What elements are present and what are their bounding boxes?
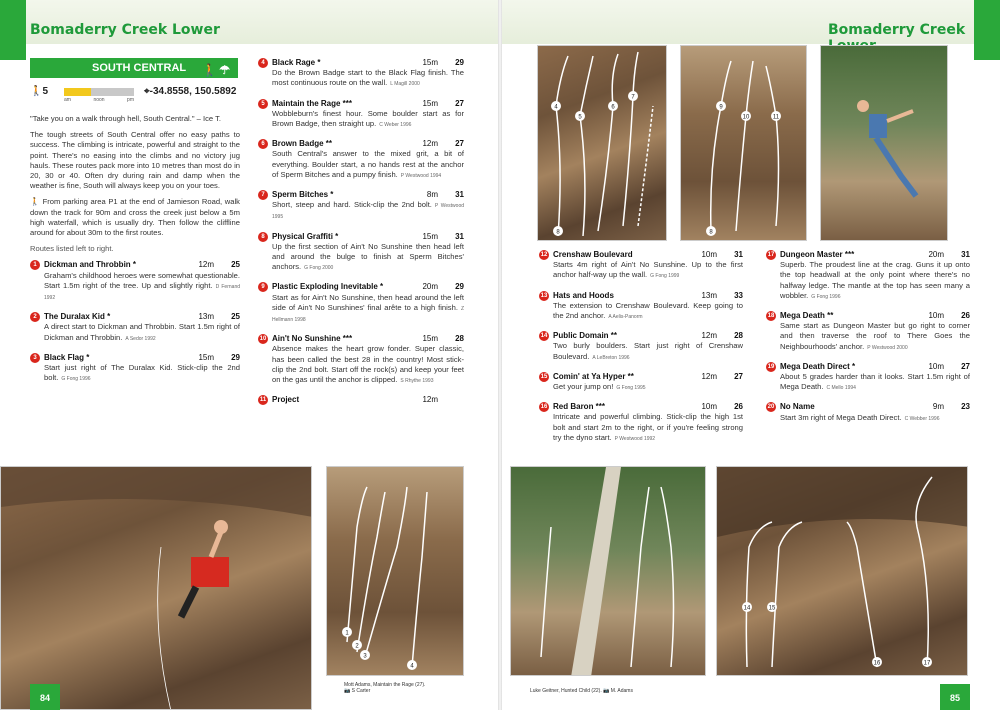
topo-marker — [716, 101, 726, 111]
sector-intro: The tough streets of South Central offer no easy paths to success. The climbing is intricate, powerful and straight to the point. There's no easing into the climbs and no victory jug hauls. These routes pack more into 10 metres than most do in 20, 30 or 40. Often dry during rain and damp when the weather is fine, South will always keep you on your toes. — [30, 130, 240, 191]
topo-marker — [771, 111, 781, 121]
svg-text:8: 8 — [709, 229, 713, 236]
route-length: 15m — [198, 352, 214, 362]
route-grade: 23 — [961, 402, 970, 412]
svg-text:4: 4 — [410, 663, 414, 670]
sun-pm: pm — [127, 97, 134, 103]
route-description: Start as for Ain't No Sunshine, then head around the left side of Ain't No Sunshines' final arête to a high finish. Z Hellmann 1998 — [272, 292, 464, 324]
route-grade: 25 — [231, 312, 240, 322]
sector-quote: "Take you on a walk through hell, South Central." – Ice T. — [30, 114, 221, 123]
route-name: Ain't No Sunshine *** — [272, 334, 353, 344]
svg-text:7: 7 — [631, 94, 635, 101]
page-gutter — [498, 0, 502, 710]
route-description: Two burly boulders. Start just right of Crenshaw Boulevard. A LeBreton 1996 — [553, 341, 743, 361]
route-description: Wobbleburn's finest hour. Some boulder start as for Brown Badge, then straight up. C Weber 1996 — [272, 108, 464, 129]
route-description: Start just right of The Duralax Kid. Stick-clip the 2nd bolt. G Fong 1996 — [44, 363, 240, 383]
route-number: 20 — [767, 404, 775, 411]
route-entry — [261, 282, 464, 325]
sector-banner — [30, 58, 238, 78]
svg-text:14: 14 — [743, 605, 751, 612]
route-entry — [540, 371, 743, 393]
route-length: 12m — [701, 371, 717, 381]
route-name: Crenshaw Boulevard — [553, 250, 633, 259]
route-length: 13m — [701, 290, 717, 300]
route-name: Black Rage * — [272, 58, 321, 67]
route-name: Black Flag * — [44, 352, 90, 362]
svg-text:1: 1 — [345, 630, 349, 637]
route-first-ascent: C Webber 1996 — [904, 415, 940, 422]
page-number-left: 84 — [30, 684, 60, 710]
sun-bar — [64, 88, 134, 96]
route-description: Superb. The proudest line at the crag. Guns it up onto the top headwall at the only point where there's no halfway ledge. The mantle at the top has seen many a wobbler. G Fong 1996 — [780, 260, 970, 300]
route-entry — [261, 98, 464, 131]
right-column-2 — [767, 250, 970, 433]
camera-icon: 📷 — [344, 688, 352, 694]
route-header — [44, 353, 240, 363]
svg-text:3: 3 — [363, 653, 367, 660]
route-length: 15m — [422, 98, 438, 108]
walk-minutes: 5 — [42, 86, 49, 97]
route-number: 10 — [259, 336, 267, 343]
routes-note: Routes listed left to right. — [30, 244, 114, 254]
route-header — [553, 372, 743, 382]
route-number: 11 — [259, 397, 267, 404]
route-entry — [767, 361, 970, 394]
route-number: 14 — [540, 333, 548, 340]
caption-left-text: Mott Adams, Maintain the Rage (27). — [344, 682, 426, 688]
route-number: 13 — [540, 292, 548, 299]
route-grade — [438, 395, 464, 405]
route-entry — [540, 402, 743, 444]
route-first-ascent: P Westwood 1994 — [400, 172, 442, 179]
credit-right: M. Adams — [610, 688, 633, 694]
route-header — [553, 402, 743, 412]
left-column-1 — [30, 114, 240, 393]
topo-photo-5 — [716, 466, 968, 676]
route-header — [780, 402, 970, 412]
route-entry — [33, 260, 240, 303]
route-entry — [767, 311, 970, 353]
page-number-right: 85 — [940, 684, 970, 710]
route-header — [272, 58, 464, 68]
svg-text:4: 4 — [554, 104, 558, 111]
route-length: 20m — [422, 282, 438, 292]
route-first-ascent: G Fong 1996 — [61, 376, 91, 383]
route-first-ascent: A LeBreton 1996 — [592, 354, 630, 361]
route-description: Start 3m right of Mega Death Direct. C Webber 1996 — [780, 412, 940, 422]
topo-marker — [741, 111, 751, 121]
route-number: 1 — [30, 260, 40, 270]
route-header — [272, 232, 464, 242]
route-entry — [767, 250, 970, 302]
route-entry — [261, 139, 464, 181]
route-description: Absence makes the heart grow fonder. Super classic, has been called the best 28 in the country! Most stick-clip the 2nd bolt. Start off the rock(s) and keep your feet on the gas until the anchor is clipped. S Rhythe 1993 — [272, 344, 464, 385]
route-name: No Name — [780, 402, 815, 412]
route-entry — [261, 231, 464, 274]
route-grade: 27 — [961, 361, 970, 371]
topo-photo-1 — [537, 45, 667, 241]
topo-marker — [575, 111, 585, 121]
route-length: 15m — [422, 58, 438, 67]
sun-labels — [64, 97, 134, 103]
route-description: A direct start to Dickman and Throbbin. Start 1.5m right of Dickman and Throbbin. A Sedor 1992 — [44, 322, 240, 342]
sector-meta — [30, 84, 240, 102]
route-first-ascent: P Westwood 2000 — [867, 344, 908, 351]
family-umbrella-icon: 🚶☂ — [202, 63, 232, 77]
route-entry — [540, 290, 743, 323]
route-entry — [767, 402, 970, 423]
topo-marker — [352, 640, 362, 650]
route-header — [44, 260, 240, 270]
route-description: Same start as Dungeon Master but go right to corner and then traverse the roof to There Goes the Neighbourhoods' anchor. P Westwood 2000 — [780, 321, 970, 351]
route-entry — [261, 58, 464, 90]
route-entry — [261, 190, 465, 223]
svg-text:15: 15 — [768, 605, 776, 612]
route-header — [272, 190, 464, 200]
svg-text:9: 9 — [719, 104, 723, 111]
route-length: 13m — [198, 312, 214, 322]
route-grade: 31 — [734, 250, 743, 259]
topo-marker — [551, 101, 561, 111]
route-grade: 31 — [961, 250, 970, 259]
route-grade: 33 — [734, 290, 743, 300]
route-grade: 27 — [734, 371, 743, 381]
route-header — [272, 139, 464, 149]
route-grade: 31 — [455, 190, 464, 200]
svg-text:16: 16 — [873, 660, 881, 667]
route-entry — [540, 331, 743, 363]
route-name: Project — [272, 395, 300, 405]
route-first-ascent: S Rhythe 1993 — [400, 378, 434, 385]
svg-text:10: 10 — [742, 114, 750, 121]
route-number: 15 — [540, 373, 548, 380]
left-column-2 — [259, 58, 465, 414]
route-first-ascent: D Fernand 1992 — [44, 283, 240, 302]
route-list-left-2 — [259, 58, 465, 405]
route-entry — [33, 312, 240, 344]
route-length: 12m — [422, 139, 438, 149]
route-grade: 31 — [455, 231, 464, 241]
route-name: Red Baron *** — [553, 402, 606, 412]
route-first-ascent: G Fong 1996 — [811, 293, 841, 300]
route-entry — [33, 352, 240, 385]
svg-text:5: 5 — [578, 114, 582, 121]
route-first-ascent: Z Hellmann 1998 — [272, 305, 464, 324]
caption-left — [344, 682, 464, 694]
topo-marker — [922, 657, 932, 667]
route-grade: 28 — [455, 334, 464, 344]
route-grade: 29 — [455, 58, 464, 67]
route-length: 9m — [932, 402, 944, 412]
route-length: 12m — [701, 331, 717, 341]
topo-marker — [342, 627, 352, 637]
route-list-right-2 — [767, 250, 970, 424]
route-header — [272, 334, 464, 344]
route-length: 10m — [928, 361, 944, 371]
route-grade: 27 — [455, 98, 464, 108]
svg-text:8: 8 — [556, 229, 560, 236]
route-first-ascent: G Fong 1999 — [650, 273, 680, 280]
topo-lines-2 — [681, 46, 807, 241]
route-description: Starts 4m right of Ain't No Sunshine. Up to the first anchor half-way up the wall. G Fong 1999 — [553, 260, 743, 280]
sun-fill — [64, 88, 91, 96]
route-description: About 5 grades harder than it looks. Start 1.5m right of Mega Death. C Mello 1994 — [780, 372, 970, 392]
route-header — [44, 312, 240, 322]
walker-icon: 🚶 — [30, 197, 43, 207]
route-length: 20m — [928, 250, 944, 259]
topo-lines-5 — [717, 467, 968, 676]
route-name: Plastic Exploding Inevitable * — [272, 282, 384, 292]
climber-photo-2 — [0, 466, 312, 710]
route-first-ascent: C Weber 1996 — [379, 122, 412, 129]
svg-text:2: 2 — [355, 643, 359, 650]
topo-marker — [407, 660, 417, 670]
route-first-ascent: P Westwood 1995 — [272, 203, 465, 221]
route-entry — [540, 250, 743, 282]
route-grade: 29 — [455, 282, 464, 292]
topo-lines-4 — [511, 467, 706, 676]
caption-right — [530, 688, 730, 694]
route-list-left-1 — [30, 260, 240, 384]
right-page-title: Bomaderry Creek — [828, 22, 966, 38]
route-name: Brown Badge ** — [272, 139, 333, 149]
route-grade: 29 — [231, 352, 240, 362]
route-description: Graham's childhood heroes were somewhat questionable. Start 1.5m right of the tree. Up and slightly right. D Fernand 1992 — [44, 270, 240, 302]
route-length: 12m — [422, 395, 438, 405]
camera-icon: 📷 — [603, 688, 611, 694]
route-description: Do the Brown Badge start to the Black Flag finish. The most continuous route on the wall. L Magill 2000 — [272, 68, 464, 88]
route-name: Physical Graffiti * — [272, 231, 339, 241]
route-header — [553, 250, 743, 260]
route-number: 9 — [258, 282, 268, 292]
topo-marker — [706, 226, 716, 236]
topo-marker — [360, 650, 370, 660]
route-header — [272, 395, 464, 405]
topo-marker — [608, 101, 618, 111]
route-header — [553, 331, 743, 341]
svg-text:17: 17 — [923, 660, 931, 667]
topo-photo-2 — [680, 45, 807, 241]
climber-figure-2 — [1, 467, 312, 710]
sun-noon: noon — [93, 97, 105, 103]
route-name: The Duralax Kid * — [44, 312, 111, 322]
topo-lines-3 — [327, 467, 464, 676]
route-number: 8 — [258, 232, 268, 242]
route-number: 2 — [30, 312, 40, 322]
route-grade: 25 — [231, 260, 240, 270]
route-number: 17 — [767, 252, 775, 258]
route-grade: 27 — [455, 139, 464, 149]
route-header — [553, 291, 743, 301]
left-thumb-tab — [0, 0, 26, 60]
topo-photo-4 — [510, 466, 706, 676]
topo-lines-1 — [538, 46, 667, 241]
topo-marker — [767, 602, 777, 612]
route-length: 8m — [426, 190, 438, 200]
right-column-1 — [540, 250, 743, 453]
route-first-ascent: A Sedor 1992 — [125, 335, 156, 342]
route-grade: 26 — [734, 402, 743, 412]
topo-marker — [742, 602, 752, 612]
route-first-ascent: P Westwood 1992 — [614, 435, 656, 442]
route-name: Mega Death Direct * — [780, 361, 856, 371]
topo-marker — [553, 226, 563, 236]
route-header — [272, 282, 464, 292]
route-header — [780, 311, 970, 321]
route-number: 4 — [258, 58, 268, 68]
route-first-ascent: G Fong 1995 — [616, 385, 646, 392]
route-number: 12 — [540, 252, 548, 258]
route-number: 16 — [540, 404, 548, 411]
route-first-ascent: L Magill 2000 — [390, 81, 420, 88]
left-page-title: Bomaderry Creek Lower — [30, 22, 220, 38]
route-header — [272, 99, 464, 109]
route-number: 7 — [258, 190, 268, 200]
svg-text:11: 11 — [772, 114, 780, 121]
route-description: The extension to Crenshaw Boulevard. Keep going to the 2nd anchor. A Aelis-Panorm — [553, 300, 743, 321]
route-name: Maintain the Rage *** — [272, 98, 353, 108]
route-name: Sperm Bitches * — [272, 190, 334, 200]
route-description: Intricate and powerful climbing. Stick-clip the high 1st bolt and start 2m to the right, or if you're feeling strong try the dyno start. P Westwood 1992 — [553, 412, 743, 442]
route-first-ascent: G Fong 2000 — [304, 265, 334, 272]
sun-am: am — [64, 97, 71, 103]
route-number: 5 — [258, 99, 268, 109]
route-description: Up the first section of Ain't No Sunshine then head left and around the bulge to finish at Sperm Bitches' anchors. G Fong 2000 — [272, 241, 464, 272]
route-name: Public Domain ** — [553, 331, 618, 341]
route-number: 19 — [767, 363, 775, 370]
topo-marker — [628, 91, 638, 101]
caption-right-text: Luke Geitner, Hunted Child (22). — [530, 688, 602, 694]
route-length: 10m — [701, 402, 717, 412]
climber-photo-1 — [820, 45, 948, 241]
credit-left: S Carter — [351, 688, 371, 694]
route-name: Dickman and Throbbin * — [44, 260, 137, 270]
route-length: 15m — [422, 334, 438, 344]
sector-name: SOUTH CENTRAL — [92, 62, 187, 74]
route-number: 3 — [30, 353, 40, 363]
route-name: Hats and Hoods — [553, 290, 614, 300]
sector-approach: 🚶 From parking area P1 at the end of Jamieson Road, walk down the track for 90m and cross the creek just below a 5m high waterfall, which is usually dry. Then follow the cliffline around for about 30m to the first routes. — [30, 197, 240, 238]
topo-photo-3 — [326, 466, 464, 676]
route-entry — [259, 334, 464, 386]
route-description: Get your jump on! G Fong 1995 — [553, 382, 646, 392]
route-name: Mega Death ** — [780, 311, 834, 321]
gps-coordinates: ⌖-34.8558, 150.5892 — [144, 86, 237, 97]
route-description: Short, steep and hard. Stick-clip the 2nd bolt. P Westwood 1995 — [272, 200, 465, 221]
route-length: 15m — [422, 231, 438, 241]
climber-figure-1 — [821, 46, 948, 241]
route-grade: 26 — [961, 311, 970, 321]
route-first-ascent: C Mello 1994 — [826, 385, 856, 392]
route-number: 6 — [258, 139, 268, 149]
route-description: South Central's answer to the mixed grit, a bit of everything. Boulder start, a no hands rest at the anchor of Sperm Bitches and a pumpy finish. P Westwood 1994 — [272, 149, 464, 179]
topo-marker — [872, 657, 882, 667]
route-number: 18 — [767, 313, 775, 320]
route-length: 10m — [701, 250, 717, 259]
route-grade: 28 — [734, 331, 743, 341]
route-first-ascent: A Aelis-Panorm — [608, 314, 643, 321]
svg-text:6: 6 — [611, 104, 615, 111]
route-name: Comin' at Ya Hyper ** — [553, 371, 634, 381]
route-list-right-1 — [540, 250, 743, 444]
route-header — [780, 362, 970, 372]
route-name: Dungeon Master *** — [780, 250, 855, 259]
route-length: 12m — [198, 260, 214, 270]
walk-icon: 🚶5 — [30, 86, 49, 97]
route-header — [780, 250, 970, 260]
route-entry — [259, 395, 464, 405]
route-length: 10m — [928, 311, 944, 321]
